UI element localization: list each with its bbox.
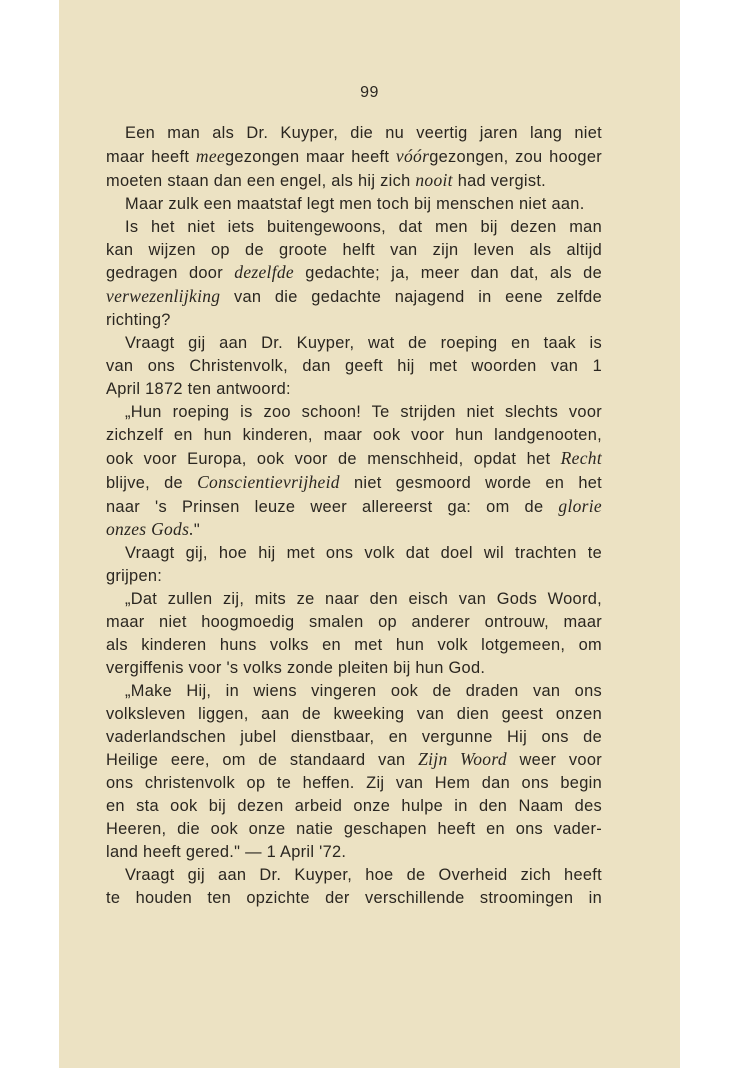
text-line (106, 169, 602, 193)
text-span: Maar zulk een maatstaf legt men toch bij menschen niet aan. (125, 194, 585, 213)
text-span: van ons Christenvolk, dan geeft hij met woorden van 1 (106, 357, 602, 376)
text-span: als kinderen huns volks en met hun volk lotgemeen, om (106, 635, 602, 654)
text-span: Een man als Dr. Kuyper, die nu veertig jaren lang niet (125, 124, 602, 142)
text-span: zichzelf en hun kinderen, maar ook voor hun landgenooten, (106, 425, 602, 444)
italic-text: mee (195, 145, 225, 166)
text-span: gezongen, zou hooger (429, 147, 602, 166)
text-line (106, 588, 602, 611)
text-line (106, 378, 602, 401)
text-line (106, 611, 602, 634)
italic-text: dezelfde (234, 262, 295, 283)
text-line (106, 795, 602, 818)
italic-text: Zijn Woord (418, 749, 507, 770)
text-span: volksleven liggen, aan de kweeking van dien geest onzen (106, 704, 602, 723)
text-line (106, 261, 602, 285)
text-line (106, 193, 602, 216)
text-line (106, 447, 602, 471)
text-span: vaderlandschen jubel dienstbaar, en vergunne Hij ons de (106, 727, 602, 746)
text-line (106, 285, 602, 309)
text-span: gedachte; ja, meer dan dat, als de (294, 264, 602, 283)
text-line (106, 887, 602, 910)
page-number: 99 (360, 84, 379, 101)
text-span: „Make Hij, in wiens vingeren ook de draden van ons (125, 681, 602, 700)
text-line (106, 424, 602, 447)
text-line (106, 680, 602, 703)
text-span: van die gedachte najagend in eene zelfde (220, 288, 602, 307)
text-line (106, 634, 602, 657)
text-span: vergiffenis voor 's volks zonde pleiten bij hun God. (106, 658, 486, 677)
text-line (106, 841, 602, 864)
text-line (106, 864, 602, 887)
text-span: " (193, 521, 201, 540)
text-span: „Dat zullen zij, mits ze naar den eisch van Gods Woord, (125, 590, 602, 609)
text-span: kan wijzen op de groote helft van zijn leven als altijd (106, 240, 602, 259)
text-line (106, 542, 602, 565)
text-line (106, 495, 602, 519)
text-span: niet gesmoord worde en het (339, 473, 603, 492)
text-line (106, 565, 602, 588)
text-line (106, 332, 602, 355)
italic-text: Recht (560, 447, 602, 468)
text-line (106, 818, 602, 841)
text-line (106, 401, 602, 424)
text-span: had vergist. (452, 171, 547, 190)
text-span: richting? (106, 311, 171, 330)
text-span: maar heeft (106, 147, 196, 166)
text-span: weer voor (506, 751, 602, 770)
text-span: Heeren, die ook onze natie geschapen heeft en ons vader- (106, 820, 602, 839)
text-line (106, 518, 602, 542)
text-line (106, 657, 602, 680)
text-span: Heilige eere, om de standaard van (106, 751, 419, 770)
text-span: „Hun roeping is zoo schoon! Te strijden niet slechts voor (125, 402, 602, 421)
text-line (106, 309, 602, 332)
book-page (59, 0, 680, 1068)
text-span: ook voor Europa, ook voor de menschheid, opdat het (106, 449, 561, 468)
text-span: moeten staan dan een engel, als hij zich (106, 171, 416, 190)
italic-text: vóór (395, 145, 430, 166)
text-span: naar 's Prinsen leuze weer allereerst ga: om de (106, 497, 559, 516)
text-span: Is het niet iets buitengewoons, dat men bij dezen man (125, 217, 602, 236)
text-span: gezongen maar heeft (224, 147, 396, 166)
text-span: land heeft gered." — 1 April '72. (106, 843, 347, 862)
text-line (106, 726, 602, 749)
italic-text: onzes Gods. (106, 519, 194, 540)
italic-text: glorie (558, 495, 602, 516)
body-text (106, 122, 602, 910)
text-span: te houden ten opzichte der verschillende stroomingen in (106, 888, 602, 907)
text-line (106, 772, 602, 795)
text-span: maar niet hoogmoedig smalen op anderer ontrouw, maar (106, 613, 602, 632)
text-line (106, 239, 602, 262)
text-line (106, 122, 602, 145)
italic-text: Conscientievrijheid (197, 471, 340, 492)
text-line (106, 216, 602, 239)
text-span: gedragen door (106, 264, 235, 283)
italic-text: verwezenlijking (106, 286, 221, 307)
text-line (106, 703, 602, 726)
text-span: April 1872 ten antwoord: (106, 379, 291, 398)
text-span: en sta ook bij dezen arbeid onze hulpe in den Naam des (106, 797, 602, 816)
text-span: Vraagt gij aan Dr. Kuyper, wat de roeping en taak is (125, 334, 602, 353)
text-span: Vraagt gij aan Dr. Kuyper, hoe de Overheid zich heeft (125, 866, 602, 884)
text-span: blijve, de (106, 473, 198, 492)
text-span: grijpen: (106, 567, 163, 586)
text-span: ons christenvolk op te heffen. Zij van Hem dan ons begin (106, 774, 602, 793)
text-line (106, 145, 602, 169)
text-line (106, 355, 602, 378)
italic-text: nooit (415, 169, 453, 190)
text-line (106, 748, 602, 772)
text-line (106, 471, 602, 495)
text-span: Vraagt gij, hoe hij met ons volk dat doel wil trachten te (125, 544, 602, 563)
